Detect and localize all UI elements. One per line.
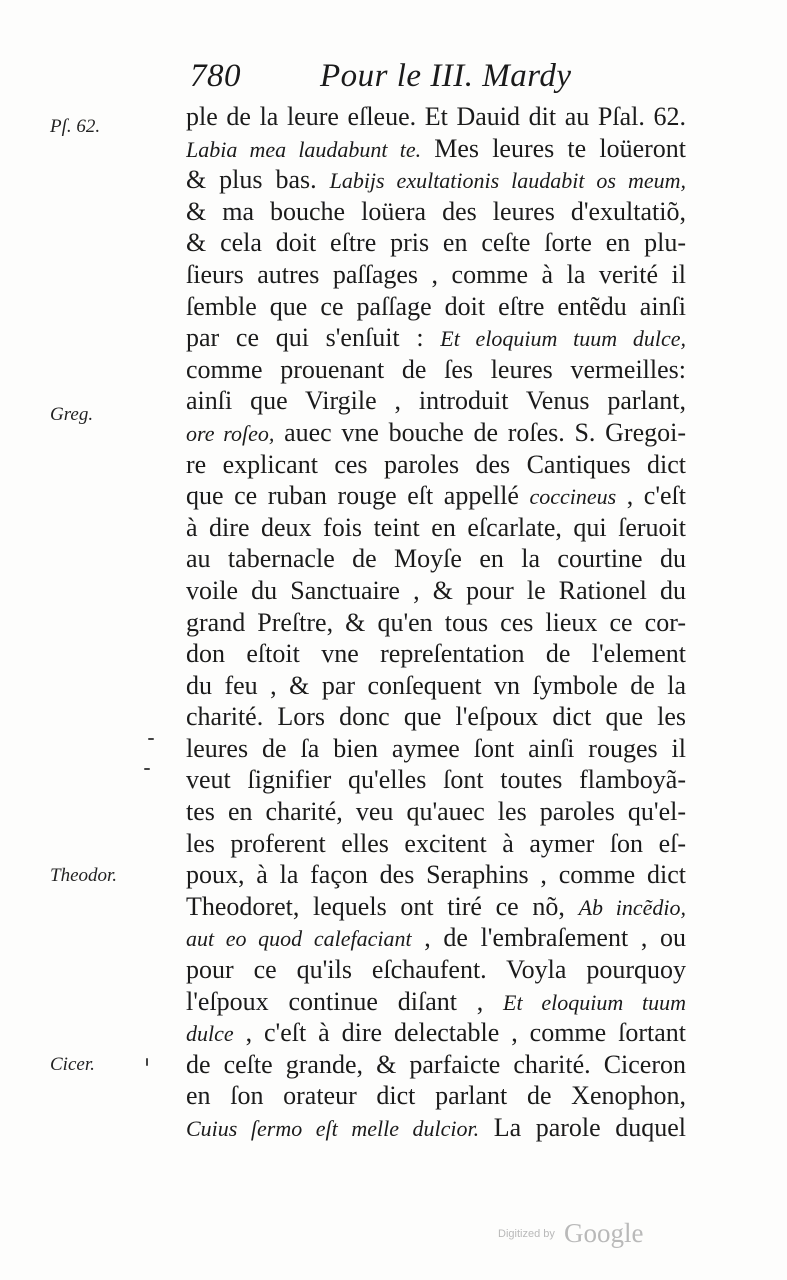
text-run: grand Preſtre, & qu'en tous ces lieux ce cor- — [186, 607, 686, 637]
text-run: les proferent elles excitent à aymer ſon eſ- — [186, 828, 686, 858]
text-line — [186, 701, 686, 733]
text-run: veut ſignifier qu'elles ſont toutes flamboyã- — [186, 765, 686, 795]
text-line — [186, 196, 686, 228]
text-run: charité. Lors donc que l'eſpoux dict que les — [186, 702, 686, 732]
text-line — [186, 986, 686, 1018]
latin-phrase: coccineus — [529, 484, 617, 510]
text-run: à dire deux fois teint en eſcarlate, qui ſeruoit — [186, 512, 686, 542]
text-line — [186, 575, 686, 607]
watermark-brand: Google — [563, 1218, 644, 1248]
text-run: , de l'embraſement , ou — [411, 923, 686, 953]
latin-phrase: Labijs exultationis laudabit os meum, — [329, 168, 686, 194]
text-line — [186, 859, 686, 891]
text-run: ſemble que ce paſſage doit eſtre entẽdu ainſi — [186, 291, 686, 321]
text-line — [186, 259, 686, 291]
text-line — [186, 1017, 686, 1049]
text-run: voile du Sanctuaire , & pour le Rationel du — [186, 575, 686, 605]
text-run: & cela doit eſtre pris en ceſte ſorte en plu- — [186, 228, 686, 258]
latin-phrase: dulce — [186, 1021, 234, 1047]
text-run: l'eſpoux continue diſant , — [186, 986, 504, 1016]
text-run: don eſtoit vne repreſentation de l'element — [186, 639, 686, 669]
text-run: ſieurs autres paſſages , comme à la verité il — [186, 259, 686, 289]
ink-speck — [148, 738, 154, 740]
text-run: & ma bouche loüera des leures d'exultatiõ, — [186, 196, 686, 226]
margin-note-greg: Greg. — [50, 404, 94, 425]
running-title: Pour le III. Mardy — [320, 58, 572, 94]
latin-phrase: Et eloquium tuum dulce, — [440, 326, 686, 352]
page-number: 780 — [190, 58, 241, 94]
text-line — [186, 891, 686, 923]
text-line — [186, 164, 686, 196]
text-run: Theodoret, lequels ont tiré ce nõ, — [186, 891, 579, 921]
text-line — [186, 1112, 686, 1144]
text-run: La parole duquel — [479, 1113, 686, 1142]
ink-speck — [144, 768, 150, 770]
text-line — [186, 764, 686, 796]
text-run: ainſi que Virgile , introduit Venus parlant, — [186, 386, 686, 416]
text-run: auec vne bouche de roſes. S. Gregoi- — [274, 417, 686, 447]
text-line — [186, 480, 686, 512]
text-run: de ceſte grande, & parfaicte charité. Ciceron — [186, 1049, 686, 1079]
text-line — [186, 322, 686, 354]
text-line — [186, 828, 686, 860]
text-line — [186, 227, 686, 259]
text-line — [186, 512, 686, 544]
text-line — [186, 133, 686, 165]
text-line — [186, 101, 686, 133]
text-run: poux, à la façon des Seraphins , comme dict — [186, 860, 686, 890]
latin-phrase: Labia mea laudabunt te. — [186, 136, 422, 162]
text-run: , c'eſt — [616, 481, 686, 511]
text-line — [186, 1049, 686, 1081]
text-run: tes en charité, veu qu'auec les paroles qu'el- — [186, 797, 686, 827]
margin-note-theodor: Theodor. — [50, 865, 118, 886]
text-line — [186, 796, 686, 828]
text-line — [186, 354, 686, 386]
text-run: Mes leures te loüeront — [421, 133, 686, 163]
latin-phrase: Et eloquium tuum — [503, 989, 686, 1015]
text-line — [186, 922, 686, 954]
text-line — [186, 607, 686, 639]
text-line — [186, 670, 686, 702]
text-line — [186, 638, 686, 670]
margin-note-cicer: Cicer. — [50, 1054, 95, 1075]
text-line — [186, 449, 686, 481]
ink-speck — [146, 1058, 148, 1066]
text-line — [186, 954, 686, 986]
text-run: & plus bas. — [186, 165, 330, 195]
text-line — [186, 291, 686, 323]
body-text — [186, 101, 686, 1144]
text-run: ple de la leure eſleue. Et Dauid dit au Pſal. 62. — [186, 102, 686, 131]
text-run: re explicant ces paroles des Cantiques dict — [186, 449, 686, 479]
text-line — [186, 385, 686, 417]
page-specks — [140, 0, 180, 1280]
text-run: par ce qui s'enſuit : — [186, 323, 441, 353]
text-run: au tabernacle de Moyſe en la courtine du — [186, 544, 686, 574]
text-run: , c'eſt à dire delectable , comme ſortant — [233, 1018, 686, 1048]
text-line — [186, 733, 686, 765]
running-head — [190, 58, 710, 98]
text-line — [186, 417, 686, 449]
latin-phrase: ore roſeo, — [186, 420, 275, 446]
latin-phrase: aut eo quod calefaciant — [186, 926, 412, 952]
text-line — [186, 1080, 686, 1112]
text-run: que ce ruban rouge eſt appellé — [186, 481, 530, 511]
watermark-prefix: Digitized by — [498, 1227, 555, 1240]
text-run: comme prouenant de ſes leures vermeilles: — [186, 354, 686, 384]
margin-note-psalm: Pſ. 62. — [50, 116, 101, 137]
text-run: leures de ſa bien aymee ſont ainſi rouges il — [186, 733, 686, 763]
text-line — [186, 543, 686, 575]
latin-phrase: Cuius ſermo eſt melle dulcior. — [186, 1116, 480, 1141]
text-run: du feu , & par conſequent vn ſymbole de la — [186, 670, 686, 700]
text-run: en ſon orateur dict parlant de Xenophon, — [186, 1081, 686, 1111]
digitized-watermark — [498, 1218, 643, 1249]
text-run: pour ce qu'ils eſchaufent. Voyla pourquoy — [186, 955, 686, 985]
latin-phrase: Ab incẽdio, — [578, 894, 686, 920]
